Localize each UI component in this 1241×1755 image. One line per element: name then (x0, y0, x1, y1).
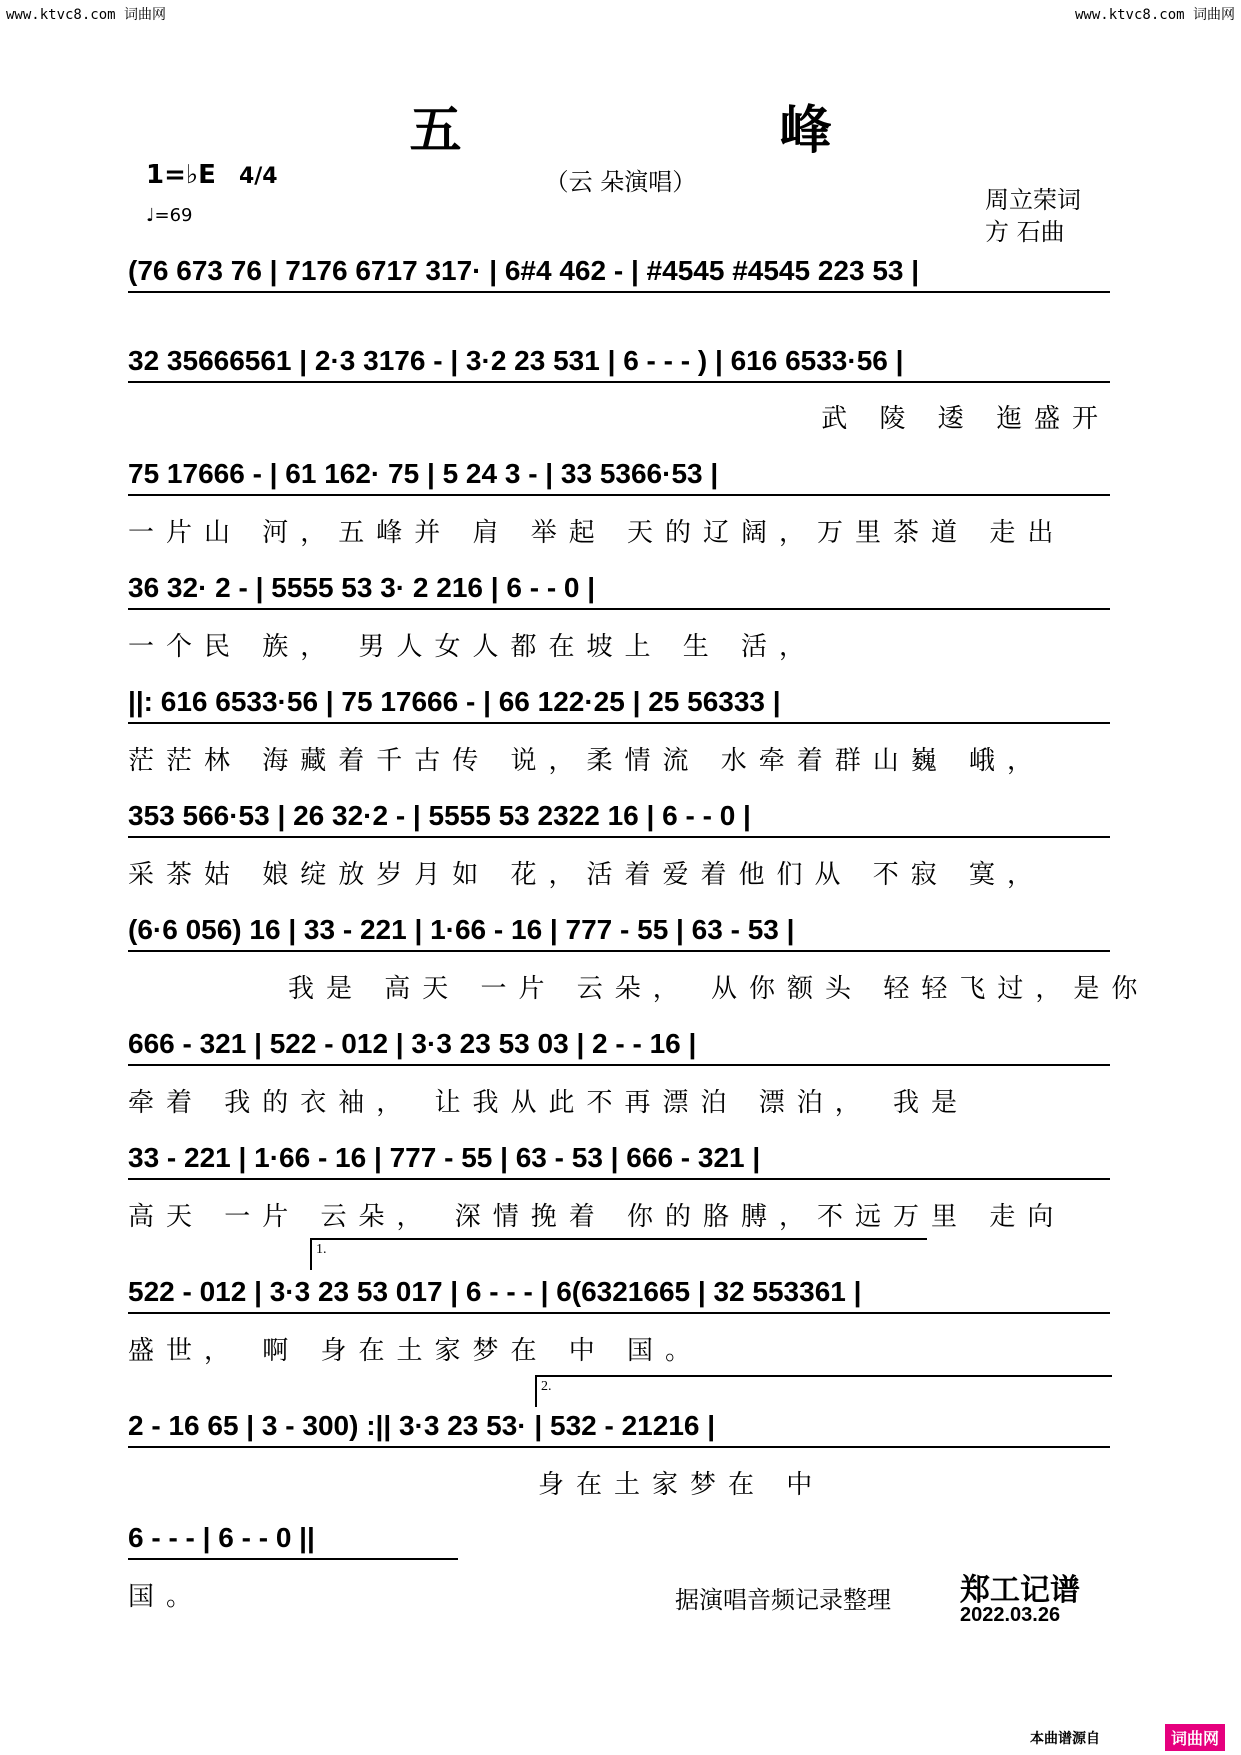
score-line-4: 36 32· 2 - | 5555 53 3· 2 216 | 6 - - 0 | (128, 572, 1110, 610)
lyric-line-11: 身在土家梦在 中 (538, 1470, 825, 1500)
score-line-5: ||: 616 6533·56 | 75 17666 - | 66 122·25 | 25 56333 | (128, 686, 1110, 724)
source-logo[interactable]: 词曲网 (1165, 1724, 1225, 1751)
transcription-date: 2022.03.26 (960, 1604, 1061, 1626)
score-line-8: 666 - 321 | 522 - 012 | 3·3 23 53 03 | 2 - - 16 | (128, 1028, 1110, 1066)
lyric-line-6: 采茶姑 娘绽放岁月如 花，活着爱着他们从 不寂 寞， (128, 860, 1046, 890)
lyric-line-4: 一个民 族， 男人女人都在坡上 生 活， (128, 632, 818, 662)
tempo-marking: ♩=69 (146, 205, 193, 226)
score-line-6: 353 566·53 | 26 32·2 - | 5555 53 2322 16 | 6 - - 0 | (128, 800, 1110, 838)
composer-credit: 方 石曲 (985, 218, 1065, 246)
key-signature (146, 160, 278, 190)
score-line-9: 33 - 221 | 1·66 - 16 | 777 - 55 | 63 - 53 | 666 - 321 | (128, 1142, 1110, 1180)
score-line-3: 75 17666 - | 61 162· 75 | 5 24 3 - | 33 5366·53 | (128, 458, 1110, 496)
site-watermark-left: www.ktvc8.com 词曲网 (6, 7, 167, 23)
lyric-line-9: 高天 一片 云朵， 深情挽着 你的胳膊，不远万里 走向 (128, 1202, 1066, 1232)
lyric-line-3: 一片山 河，五峰并 肩 举起 天的辽阔，万里茶道 走出 (128, 518, 1066, 548)
lyric-line-12: 国。 (128, 1582, 205, 1612)
score-line-7: (6·6 056) 16 | 33 - 221 | 1·66 - 16 | 777 - 55 | 63 - 53 | (128, 914, 1110, 952)
lyric-line-5: 茫茫林 海藏着千古传 说，柔情流 水牵着群山巍 峨， (128, 746, 1046, 776)
key-signature-text: 1=♭E (146, 160, 216, 190)
score-line-2: 32 35666561 | 2·3 3176 - | 3·2 23 531 | 6 - - - ) | 616 6533·56 | (128, 345, 1110, 383)
lyric-line-2: 武 陵 逶 迤盛开 (821, 404, 1110, 434)
lyric-line-8: 牵着 我的衣袖， 让我从此不再漂泊 漂泊， 我是 (128, 1088, 970, 1118)
song-subtitle: （云 朵演唱） (544, 168, 697, 196)
score-line-12: 6 - - - | 6 - - 0 || (128, 1522, 458, 1560)
score-line-1: (76 673 76 | 7176 6717 317· | 6#4 462 - | #4545 #4545 223 53 | (128, 255, 1110, 293)
transcriber-stamp: 郑工记谱 (960, 1573, 1080, 1608)
lyric-line-10: 盛世， 啊 身在土家梦在 中 国。 (128, 1336, 704, 1366)
time-signature: 4/4 (238, 164, 278, 189)
transcription-note: 据演唱音频记录整理 (675, 1586, 891, 1614)
lyric-line-7: 我是 高天 一片 云朵， 从你额头 轻轻飞过，是你 (288, 974, 1150, 1004)
second-ending-label: 2. (541, 1379, 552, 1394)
first-ending-label: 1. (316, 1242, 327, 1257)
first-ending-bracket (310, 1238, 927, 1270)
source-label: 本曲谱源自 (1030, 1731, 1100, 1747)
song-title: 五 峰 (409, 101, 982, 161)
second-ending-bracket (535, 1375, 1112, 1407)
site-watermark-right: www.ktvc8.com 词曲网 (1074, 7, 1235, 23)
score-line-11: 2 - 16 65 | 3 - 300) :|| 3·3 23 53· | 532 - 21216 | (128, 1410, 1110, 1448)
score-line-10: 522 - 012 | 3·3 23 53 017 | 6 - - - | 6(6321665 | 32 553361 | (128, 1276, 1110, 1314)
lyricist-credit: 周立荣词 (985, 186, 1081, 214)
